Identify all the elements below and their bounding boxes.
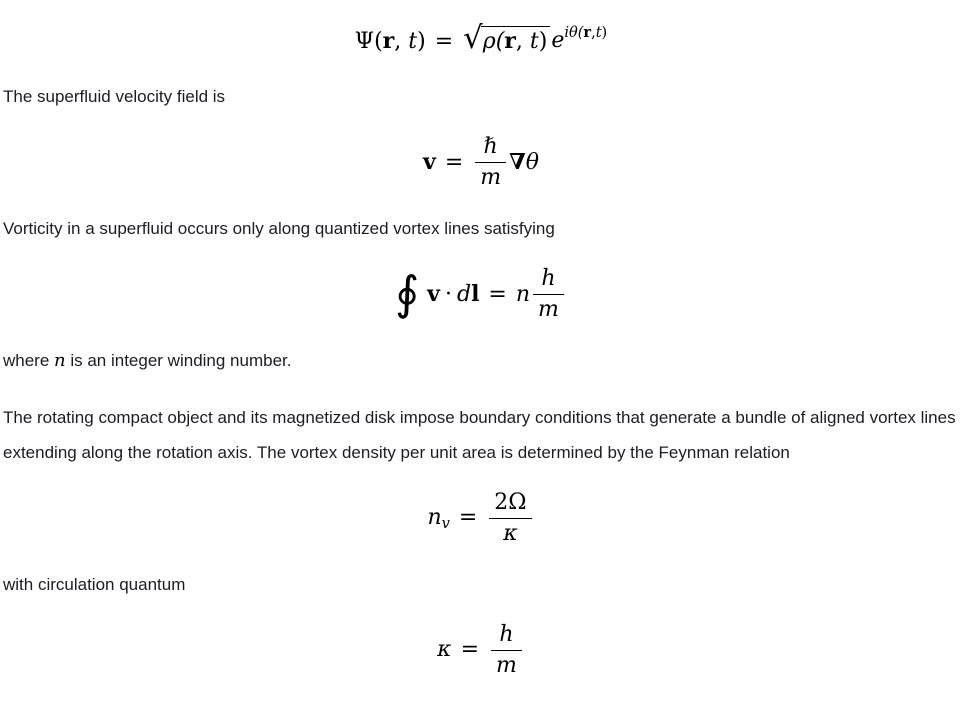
- equation-circulation-quantum: [3, 621, 959, 678]
- density-symbol: ρ(: [482, 29, 505, 54]
- text-after-n: is an integer winding number.: [65, 350, 292, 370]
- radical-sign: √: [463, 19, 483, 56]
- nabla-operator: ∇: [509, 148, 526, 175]
- comma: ,: [591, 24, 596, 41]
- position-vector: r: [382, 27, 395, 54]
- mass-symbol: m: [491, 650, 522, 677]
- position-vector: r: [504, 28, 516, 54]
- comma: ,: [394, 28, 409, 54]
- two-omega: 2Ω: [494, 489, 527, 515]
- text-before-n: where: [3, 350, 55, 370]
- inline-var-n: n: [54, 349, 66, 371]
- time-variable: t: [595, 24, 602, 41]
- phase-exponent: [564, 25, 607, 41]
- position-vector: r: [583, 23, 592, 41]
- hbar-symbol: ℏ: [483, 133, 498, 159]
- time-variable: t: [408, 28, 418, 54]
- theta-symbol: θ: [525, 149, 539, 175]
- n-base: n: [427, 505, 442, 531]
- i-theta: iθ(: [564, 24, 584, 41]
- paragraph-circulation-quantum: with circulation quantum: [3, 574, 186, 594]
- paragraph-superfluid-velocity: The superfluid velocity field is: [3, 86, 226, 106]
- planck-h: h: [499, 621, 514, 647]
- psi-symbol: Ψ(: [354, 28, 383, 54]
- winding-number: n: [515, 281, 531, 307]
- integrand: [427, 280, 531, 307]
- dot-operator: ·: [444, 281, 452, 307]
- v-subscript: v: [441, 516, 450, 533]
- two-omega-over-kappa-fraction: [489, 489, 531, 546]
- wavefunction-lhs: [354, 27, 462, 54]
- planck-h: h: [541, 265, 556, 291]
- mass-symbol: m: [533, 294, 564, 321]
- contour-integral-sign: ∮: [395, 266, 420, 321]
- mass-symbol: m: [475, 162, 506, 189]
- gradient-term: [509, 148, 539, 175]
- equals-sign: =: [460, 637, 479, 663]
- paragraph-feynman: The rotating compact object and its magnetized disk impose boundary conditions that generate a bundle of aligned vortex lines extending along the rotation axis. The vortex density per unit area is determined by the Feynman relation: [3, 407, 956, 462]
- paragraph-winding-number: [3, 343, 959, 378]
- equation-velocity: [3, 133, 959, 190]
- kappa-lhs: [437, 639, 488, 661]
- close-paren: ): [601, 24, 608, 41]
- radicand: [481, 26, 551, 53]
- kappa-symbol: κ: [437, 637, 452, 663]
- time-variable: t: [529, 29, 539, 54]
- square-root: [463, 19, 550, 57]
- equals-sign: =: [488, 281, 507, 307]
- kappa-symbol: κ: [489, 518, 531, 545]
- paragraph-vorticity: Vorticity in a superfluid occurs only along quantized vortex lines satisfying: [3, 218, 555, 238]
- velocity-vector: v: [423, 148, 436, 175]
- phase-factor: [551, 23, 608, 54]
- equals-sign: =: [444, 149, 464, 175]
- equals-sign: =: [434, 28, 454, 54]
- h-over-m-fraction: [491, 621, 522, 678]
- hbar-over-m-fraction: [475, 133, 506, 190]
- equation-wavefunction: [3, 19, 959, 57]
- differential-d: d: [456, 281, 472, 307]
- equation-circulation: [3, 265, 959, 322]
- velocity-lhs: [423, 148, 472, 175]
- line-element: l: [471, 280, 480, 307]
- comma: ,: [515, 29, 530, 54]
- equation-feynman-relation: [3, 489, 959, 546]
- euler-e: e: [551, 28, 565, 54]
- velocity-vector: v: [427, 280, 440, 307]
- vortex-density-lhs: [427, 505, 486, 533]
- equals-sign: =: [458, 505, 478, 531]
- close-paren: ): [538, 29, 548, 54]
- close-paren: ): [417, 28, 426, 54]
- h-over-m-fraction: [533, 265, 564, 322]
